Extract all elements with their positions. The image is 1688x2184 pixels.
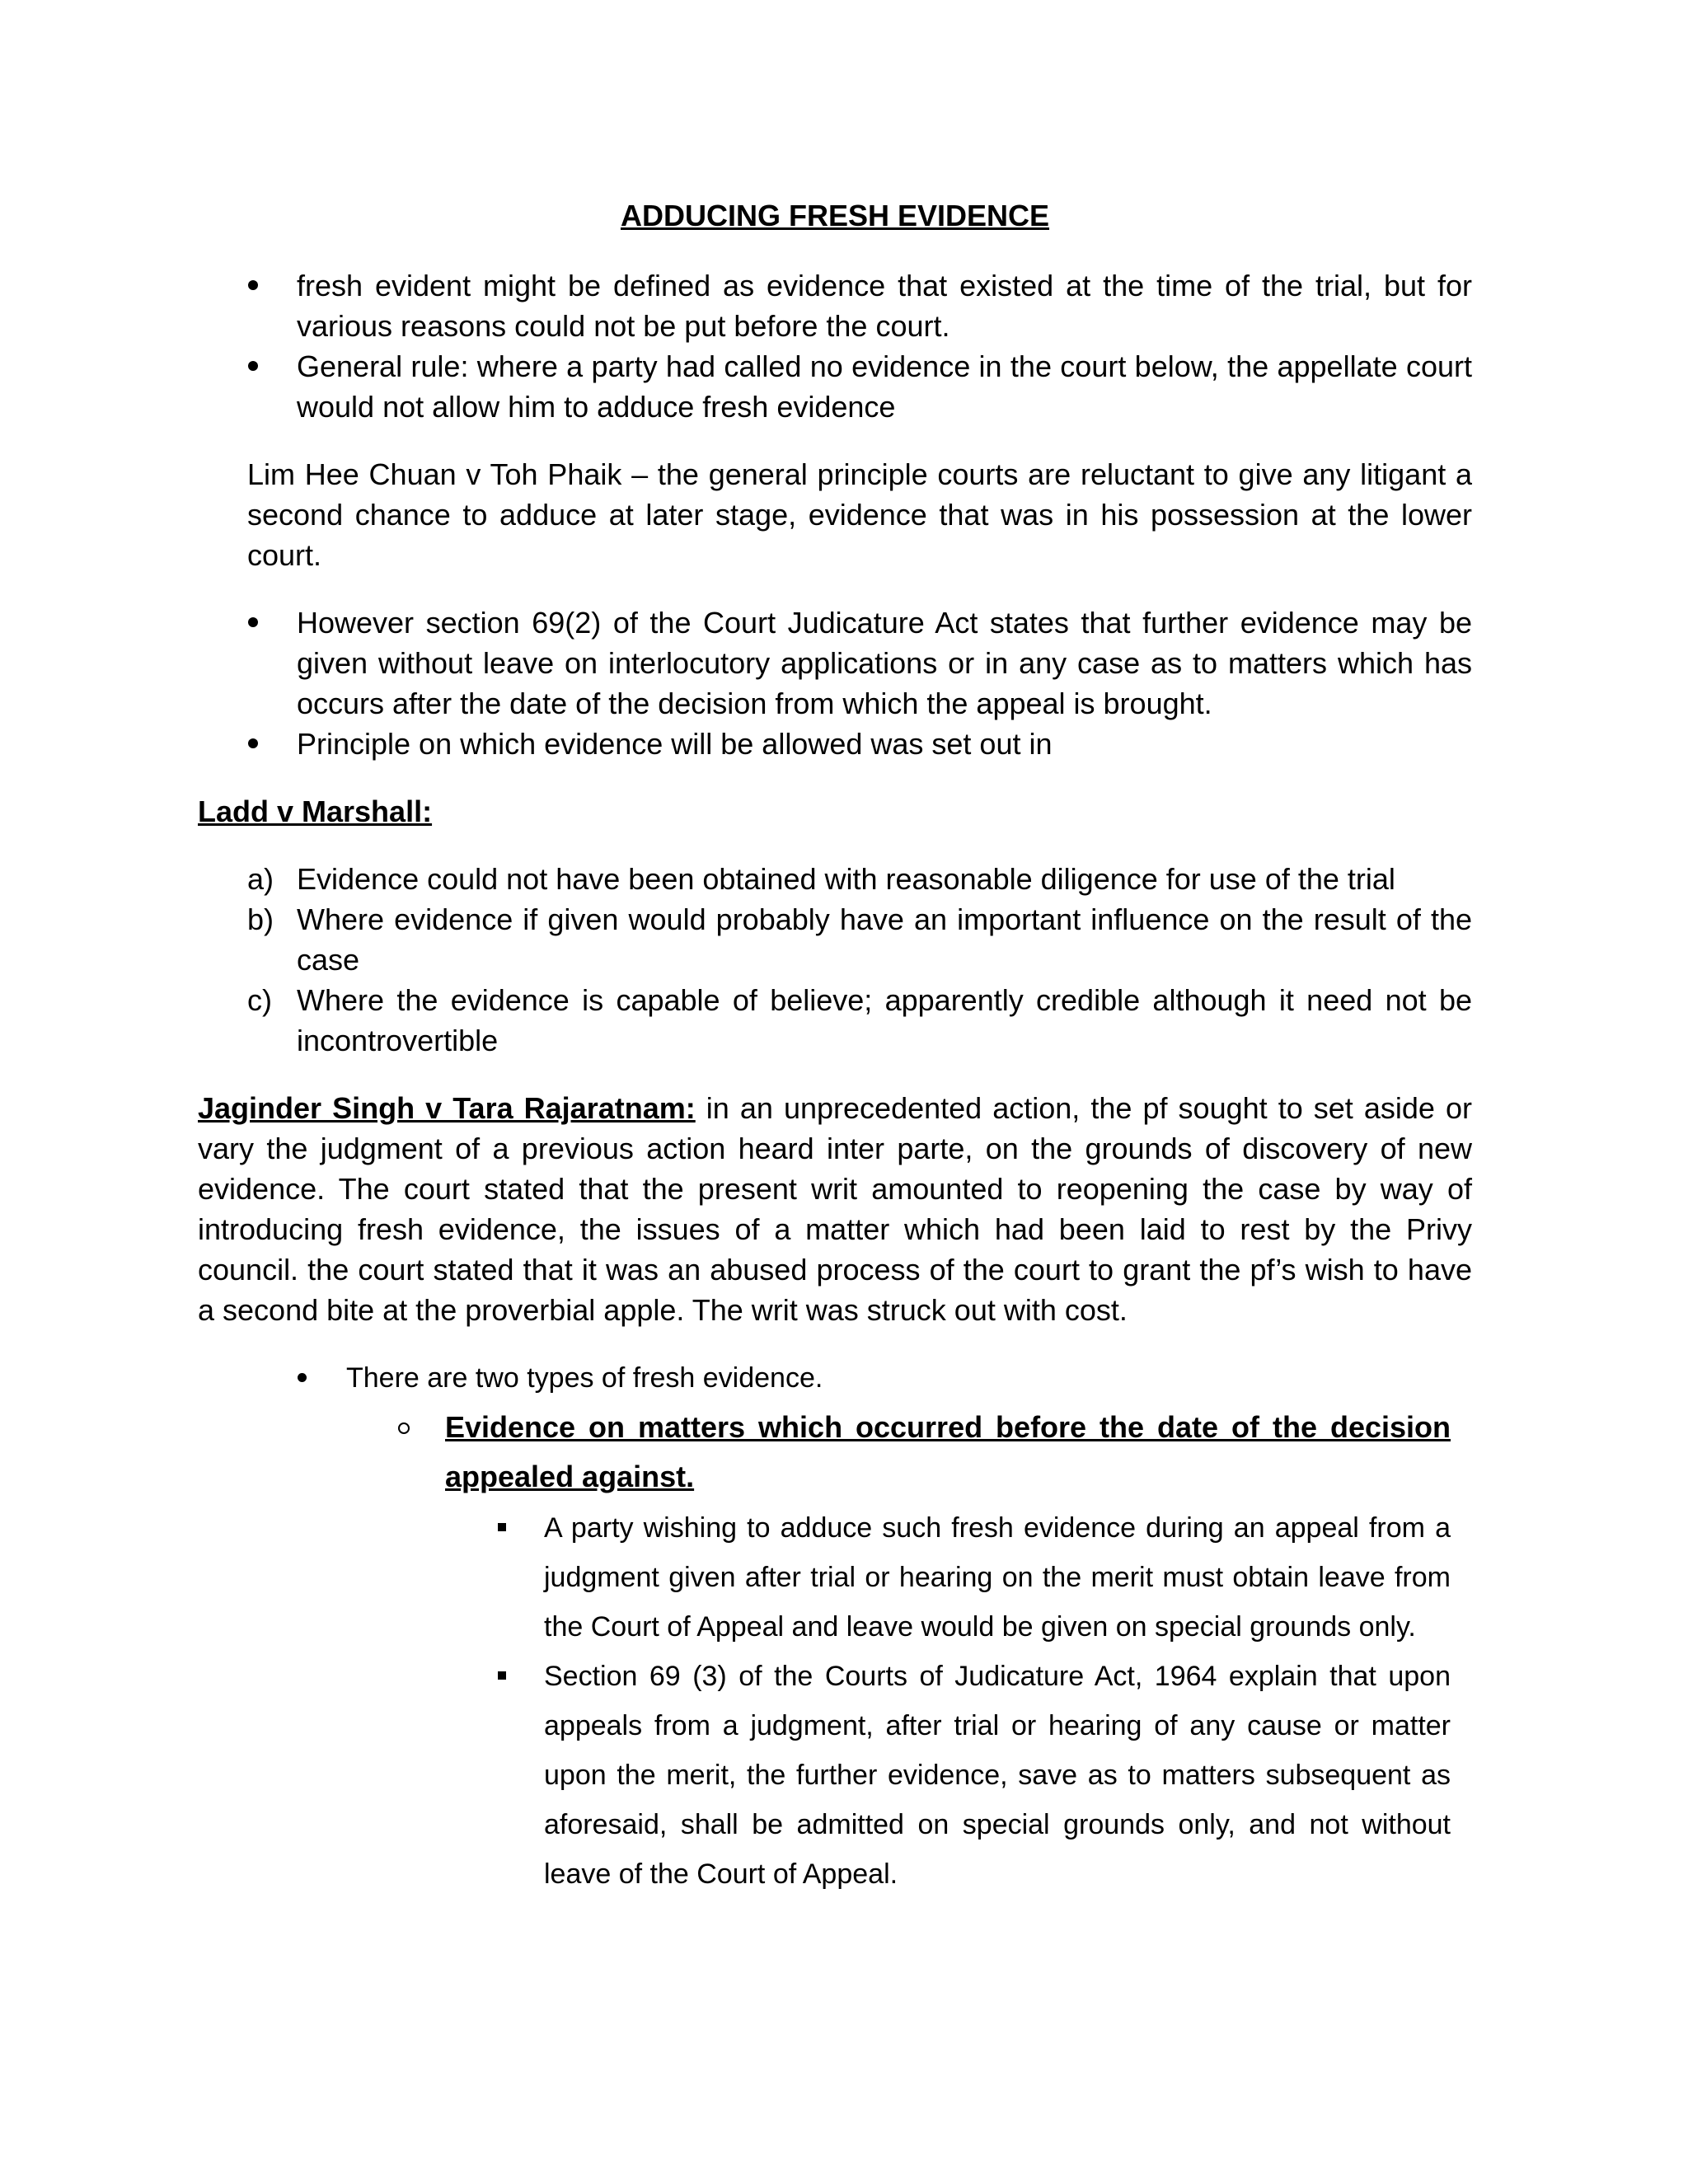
intro-bullet-list <box>297 265 1472 427</box>
list-item <box>544 1652 1451 1899</box>
case-name: Jaginder Singh v Tara Rajaratnam: <box>198 1091 696 1125</box>
list-item <box>346 1358 1451 1398</box>
list-item-text: Where evidence if given would probably have an important influence on the result of the case <box>297 902 1472 977</box>
subheading-text: Evidence on matters which occurred before the date of the decision appealed against. <box>445 1410 1451 1493</box>
list-item-text: There are two types of fresh evidence. <box>346 1362 823 1394</box>
list-item <box>297 346 1472 427</box>
list-item-text: fresh evident might be defined as evidence that existed at the time of the trial, but for various reasons could not be put before the court. <box>297 269 1472 343</box>
types-points-list <box>544 1503 1451 1899</box>
list-item-text: Principle on which evidence will be allowed was set out in <box>297 727 1053 761</box>
list-item <box>247 859 1472 899</box>
page-title: ADDUCING FRESH EVIDENCE <box>620 199 1050 232</box>
case-paragraph-lim: Lim Hee Chuan v Toh Phaik – the general principle courts are reluctant to give any litigant a second chance to adduce at later stage, evidence that was in his possession at the lower court. <box>247 457 1472 572</box>
case-text: in an unprecedented action, the pf sought to set aside or vary the judgment of a previous action heard inter parte, on the grounds of discovery of new evidence. The court stated that the present writ amounted to reopening the case by way of introducing fresh evidence, the issues of a matter which had been laid to rest by the Privy council. the court stated that it was an abused process of the court to grant the pf’s wish to have a second bite at the proverbial apple. The writ was struck out with cost. <box>198 1091 1472 1327</box>
list-item <box>247 899 1472 980</box>
list-item-text: A party wishing to adduce such fresh evidence during an appeal from a judgment given after trial or hearing on the merit must obtain leave from the Court of Appeal and leave would be given on special grounds only. <box>544 1512 1451 1643</box>
bullet-dot-icon <box>248 361 258 371</box>
list-item <box>297 265 1472 346</box>
list-item-text: Evidence could not have been obtained with reasonable diligence for use of the trial <box>297 862 1395 896</box>
bullet-dot-icon <box>298 1373 307 1382</box>
list-item <box>247 980 1472 1061</box>
list-marker: b) <box>247 902 274 936</box>
list-item <box>297 602 1472 724</box>
bullet-dot-icon <box>248 617 258 627</box>
case-paragraph-jaginder <box>198 1088 1472 1330</box>
circle-bullet-icon <box>398 1422 410 1434</box>
list-item-text: Section 69 (3) of the Courts of Judicature Act, 1964 explain that upon appeals from a judgment, after trial or hearing of any cause or matter upon the merit, the further evidence, save as to matters subsequent as aforesaid, shall be admitted on special grounds only, and not without leave of the Court of Appeal. <box>544 1661 1451 1890</box>
types-section <box>346 1358 1451 1899</box>
bullet-dot-icon <box>248 280 258 290</box>
list-item <box>544 1503 1451 1652</box>
square-bullet-icon <box>498 1671 506 1680</box>
section-bullet-list <box>297 602 1472 764</box>
list-item-text: General rule: where a party had called no evidence in the court below, the appellate court would not allow him to adduce fresh evidence <box>297 349 1472 424</box>
ladd-heading: Ladd v Marshall: <box>198 794 433 828</box>
list-item <box>297 724 1472 764</box>
square-bullet-icon <box>498 1523 506 1531</box>
list-item-text: Where the evidence is capable of believe; apparently credible although it need not be incontrovertible <box>297 983 1472 1057</box>
types-subheading <box>445 1403 1451 1502</box>
list-item-text: However section 69(2) of the Court Judicature Act states that further evidence may be given without leave on interlocutory applications or in any case as to matters which has occurs after the date of the decision from which the appeal is brought. <box>297 606 1472 720</box>
ladd-criteria-list <box>247 859 1472 1061</box>
bullet-dot-icon <box>248 738 258 748</box>
list-marker: c) <box>247 983 272 1017</box>
list-marker: a) <box>247 862 274 896</box>
